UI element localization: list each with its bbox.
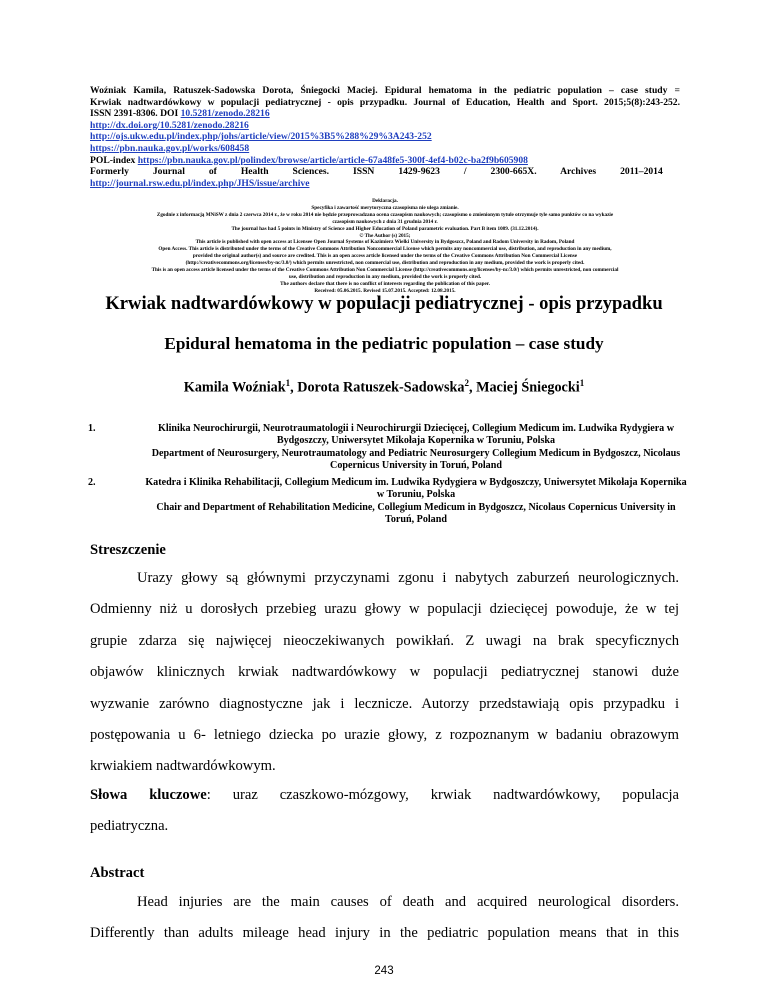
formerly-line: Formerly Journal of Health Sciences. ISSN 1429-9623 / 2300-665X. Archives 2011–2014 (90, 166, 663, 178)
text-line: wyzwanie zarówno diagnostyczne jak i lecznicze. Autorzy przedstawiają opis przypadku i (90, 695, 679, 712)
streszczenie-heading: Streszczenie (90, 542, 166, 558)
text-line: Differently than adults mileage head injury in the pediatric population means that in this (90, 925, 679, 942)
author-name: Dorota Ratuszek-Sadowska (297, 379, 465, 396)
declaration-line: Zgodnie z informacją MNiSW z dnia 2 czerwca 2014 r., że w roku 2014 nie będzie przeprowadzana ocena czasopism naukowych; czasopismo o zmienionym tytule otrzymuje tyle samo punktów co na wykazie (156, 211, 614, 218)
affiliation-line: Toruń, Poland (385, 513, 447, 525)
text-line: objawów klinicznych krwiak nadtwardówkowy w populacji pediatrycznej stanowi duże (90, 664, 679, 681)
declaration-line: provided the original author(s) and source are credited. This is an open access article licensed under the terms of the Creative Commons Attribution Non Commercial License (192, 253, 578, 260)
declaration-line: (http://creativecommons.org/licenses/by-nc/3.0/) which permits unrestricted, non commercial use, distribution and reproduction in any medium, provided the work is properly cited. (185, 260, 585, 267)
author-name: Kamila Woźniak (183, 379, 286, 396)
keywords-line: Słowa kluczowe: uraz czaszkowo-mózgowy, krwiak nadtwardówkowy, populacja (90, 787, 680, 803)
affiliation-line: w Toruniu, Polska (376, 489, 456, 501)
affiliation-2 (88, 477, 698, 526)
citation-block (90, 85, 680, 189)
affiliation-line: Department of Neurosurgery, Neurotraumatology and Pediatric Neurosurgery Collegium Medicum in Bydgoszcz, Nicolaus (151, 447, 681, 459)
declaration-line: This article is published with open access at Licensee Open Journal Systems of Kazimierz Wielki University in Bydgoszcz, Poland and Radom University in Radom, Poland (195, 239, 575, 246)
declaration-line: The authors declare that there is no conflict of interests regarding the publication of this paper. (280, 280, 490, 287)
author-list (30, 374, 738, 397)
declaration-line: Open Access. This article is distributed under the terms of the Creative Commons Attribution Noncommercial License which permits any noncommercial use, distribution, and reproduction in any medium, (158, 246, 612, 253)
page-number: 243 (374, 965, 394, 977)
affiliation-number: 2. (88, 477, 96, 488)
affiliation-line: Bydgoszczy, Uniwersytet Mikołaja Kopernika w Toruniu, Polska (276, 435, 556, 447)
jhs-archive-link[interactable]: http://journal.rsw.edu.pl/index.php/JHS/issue/archive (90, 177, 310, 189)
polindex-link[interactable]: https://pbn.nauka.gov.pl/polindex/browse/article/article-67a48fe5-300f-4ef4-b02c-ba2f9b605908 (137, 154, 528, 166)
declaration-line: © The Author (s) 2015; (359, 232, 411, 239)
pbn-works-link[interactable]: https://pbn.nauka.gov.pl/works/608458 (90, 142, 250, 154)
abstract-body (90, 887, 679, 950)
declaration-line: The journal has had 5 points in Ministry of Science and Higher Education of Poland parametric evaluation. Part B item 1089. (31.12.2014). (231, 225, 539, 232)
author-name: Maciej Śniegocki (476, 379, 580, 396)
keywords-label: Słowa kluczowe (90, 787, 207, 803)
title-polish: Krwiak nadtwardówkowy w populacji pediatrycznej - opis przypadku (105, 293, 663, 314)
author-separator: , (468, 379, 477, 396)
citation-line-1: Woźniak Kamila, Ratuszek-Sadowska Dorota, Śniegocki Maciej. Epidural hematoma in the pediatric population – case study = (90, 85, 680, 96)
affiliation-number: 1. (88, 423, 96, 434)
declaration-line: Specyfika i zawartość merytoryczna czasopisma nie ulega zmianie. (311, 204, 459, 211)
author-affiliation-sup: 1 (579, 378, 585, 388)
author-affiliation-sup: 1 (285, 378, 291, 388)
issn-doi-text: ISSN 2391-8306. DOI (90, 108, 181, 120)
abstract-heading: Abstract (90, 865, 145, 881)
title-english: Epidural hematoma in the pediatric population – case study (164, 334, 604, 353)
citation-line-2: Krwiak nadtwardówkowy w populacji pediatrycznej - opis przypadku. Journal of Education, Health and Sport. 2015;5(8):243-252. (90, 96, 680, 108)
ojs-article-link[interactable]: http://ojs.ukw.edu.pl/index.php/johs/article/view/2015%3B5%288%29%3A243-252 (90, 131, 432, 143)
text-line: Head injuries are the main causes of death and acquired neurological disorders. (137, 894, 679, 910)
affiliation-line: Copernicus University in Toruń, Poland (330, 459, 502, 471)
text-line: grupie zdarza się najwięcej nieoczekiwanych powikłań. Z uwagi na brak specyficznych (90, 632, 679, 649)
declaration-line: This is an open access article licensed under the terms of the Creative Commons Attribution Non Commercial License (http://creativecommons.org/licenses/by-nc/3.0/) which permits unrestricted, non commercial (151, 267, 619, 274)
keywords-block (90, 780, 679, 843)
author-separator: , (290, 379, 298, 396)
affiliation-line: Chair and Department of Rehabilitation Medicine, Collegium Medicum in Bydgoszcz, Nicolaus Copernicus University in (156, 501, 676, 513)
dx-doi-link[interactable]: http://dx.doi.org/10.5281/zenodo.28216 (90, 119, 249, 131)
declaration-line: czasopism naukowych z dnia 31 grudnia 2014 r. (332, 218, 438, 225)
text-line: krwiakiem nadtwardówkowym. (90, 758, 276, 775)
citation-line-3 (90, 108, 680, 120)
text-line: postępowania u 6- letniego dziecka po urazie głowy, z rozpoznanym w badaniu obrazowym (90, 727, 679, 744)
text-line: Odmienny niż u dorosłych przebieg urazu głowy w populacji dziecięcej powoduje, że w tej (90, 601, 679, 618)
declaration-line: Deklaracja. (372, 198, 398, 204)
affiliation-line: Klinika Neurochirurgii, Neurotraumatologii i Neurochirurgii Dziecięcej, Collegium Medicum im. Ludwika Rydygiera w (157, 423, 675, 434)
polindex-label: POL-index (90, 154, 138, 166)
affiliation-1 (88, 423, 698, 472)
declaration-block (40, 198, 730, 295)
declaration-line: use, distribution and reproduction in any medium, provided the work is properly cited. (288, 273, 482, 280)
doi-link[interactable]: 10.5281/zenodo.28216 (180, 108, 270, 120)
text-line: Urazy głowy są głównymi przyczynami zgonu i nabytych zaburzeń neurologicznych. (137, 570, 679, 586)
keywords-line: pediatryczna. (90, 818, 169, 835)
author-affiliation-sup: 2 (464, 378, 469, 388)
keywords-text: uraz czaszkowo-mózgowy, krwiak nadtwardówkowy, populacja (232, 787, 680, 803)
polindex-line (90, 155, 680, 167)
affiliation-line: Katedra i Klinika Rehabilitacji, Collegium Medicum im. Ludwika Rydygiera w Bydgoszczy, Uniwersytet Mikołaja Kopernika (145, 477, 687, 488)
streszczenie-body (90, 563, 679, 783)
declaration-line: Received: 05.06.2015. Revised 15.07.2015. Accepted: 12.08.2015. (314, 287, 456, 294)
